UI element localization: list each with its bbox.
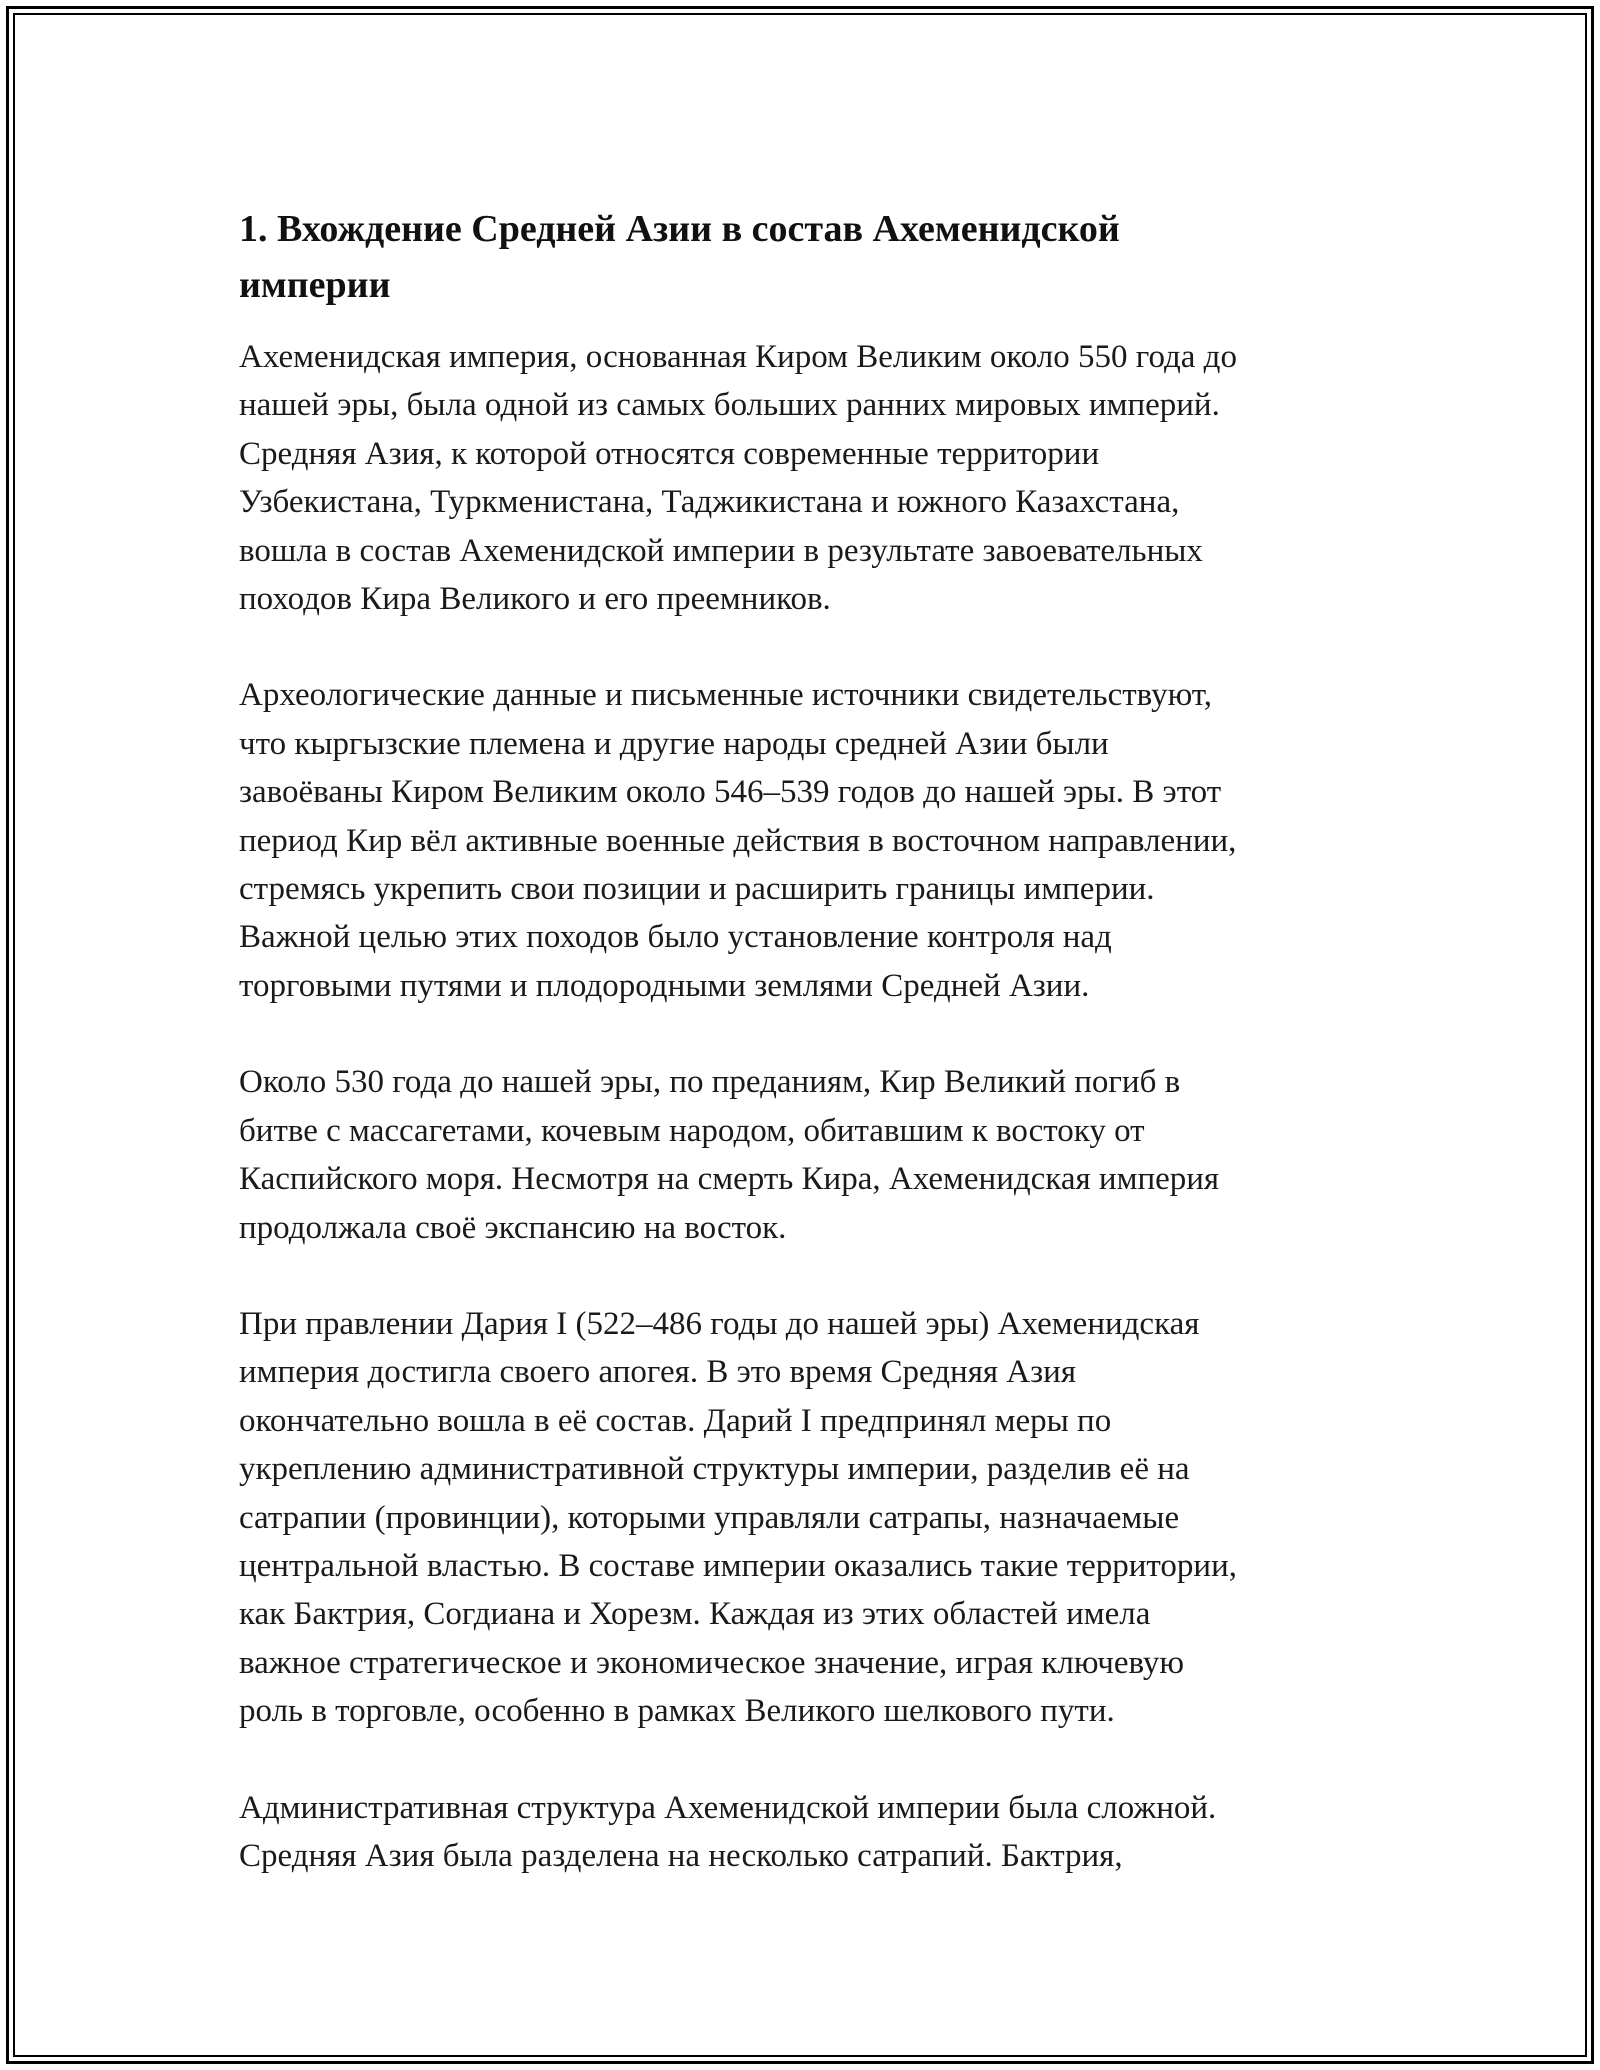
paragraph-3: Около 530 года до нашей эры, по преданиям, Кир Великий погиб в битве с массагетами, кочевым народом, обитавшим к востоку от Каспийского моря. Несмотря на смерть Кира, Ахеменидская империя продолжала своё экспансию на восток. (239, 1064, 1220, 1246)
document-body (239, 201, 1399, 1928)
page-border (6, 6, 1594, 2064)
paragraph-1: Ахеменидская империя, основанная Киром Великим около 550 года до нашей эры, была одной из самых больших ранних мировых империй. Средняя Азия, к которой относятся современные территории Узбекистана, Туркменистана, Таджикистана и южного Казахстана, вошла в состав Ахеменидской империи в результате завоевательных походов Кира Великого и его преемников. (239, 339, 1237, 618)
section-heading: 1. Вхождение Средней Азии в состав Ахеменидской империи (239, 208, 1120, 306)
paragraph-5: Административная структура Ахеменидской империи была сложной. Средняя Азия была разделена на несколько сатрапий. Бактрия, (239, 1789, 1217, 1874)
page-border-inner (13, 13, 1587, 2057)
paragraph-4: При правлении Дария I (522–486 годы до нашей эры) Ахеменидская империя достигла своего апогея. В это время Средняя Азия окончательно вошла в её состав. Дарий I предпринял меры по укреплению административной структуры империи, разделив её на сатрапии (провинции), которыми управляли сатрапы, назначаемые центральной властью. В составе империи оказались такие территории, как Бактрия, Согдиана и Хорезм. Каждая из этих областей имела важное стратегическое и экономическое значение, играя ключевую роль в торговле, особенно в рамках Великого шелкового пути. (239, 1305, 1237, 1730)
paragraph-2: Археологические данные и письменные источники свидетельствуют, что кыргызские племена и другие народы средней Азии были завоёваны Киром Великим около 546–539 годов до нашей эры. В этот период Кир вёл активные военные действия в восточном направлении, стремясь укрепить свои позиции и расширить границы империи. Важной целью этих походов было установление контроля над торговыми путями и плодородными землями Средней Азии. (239, 677, 1237, 1004)
